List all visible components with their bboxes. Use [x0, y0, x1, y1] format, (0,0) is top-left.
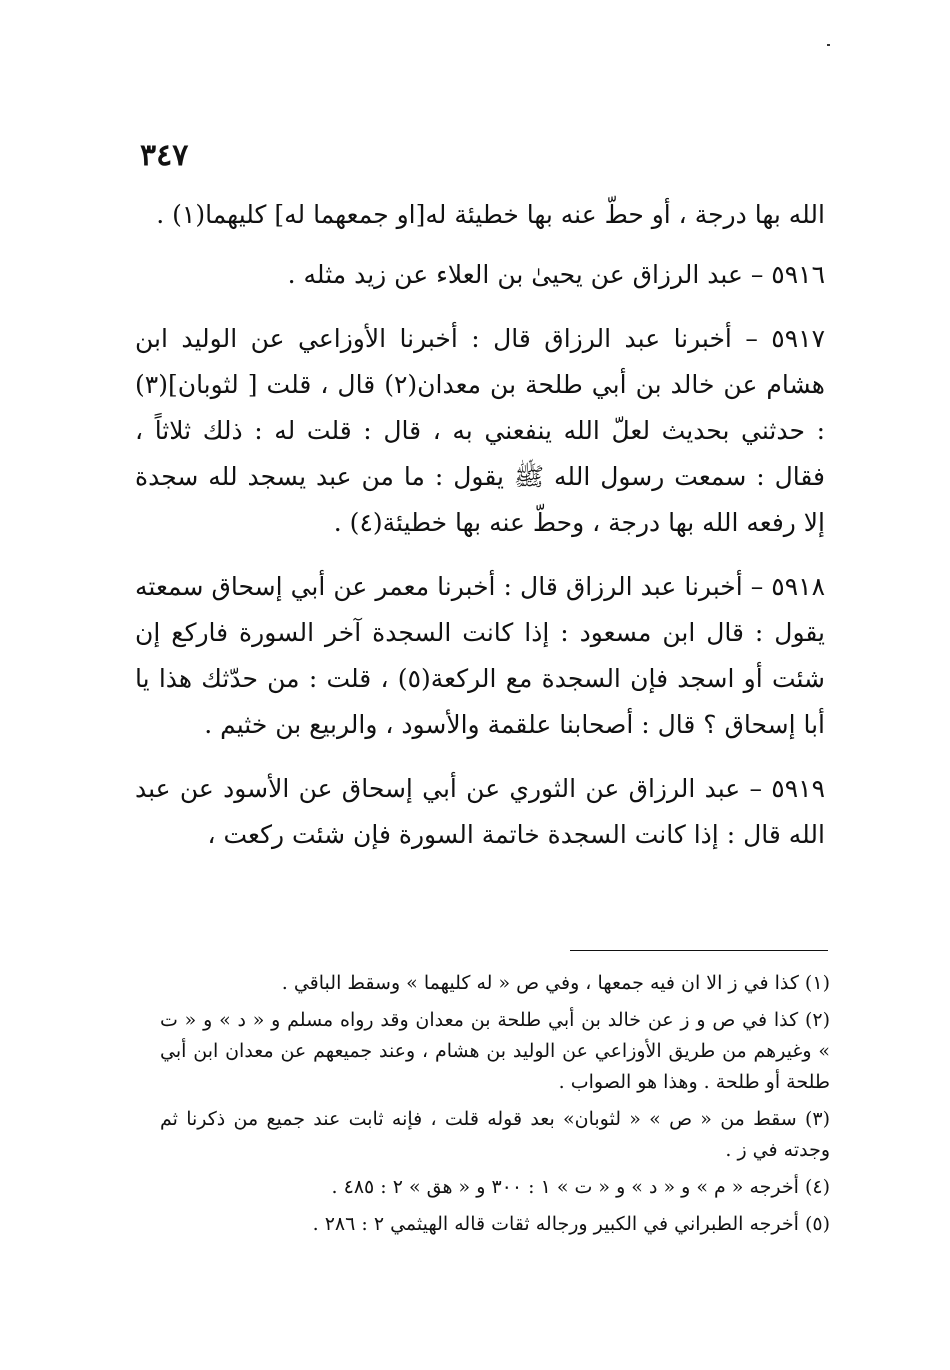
hadith-5917: ٥٩١٧ – أخبرنا عبد الرزاق قال : أخبرنا الأوزاعي عن الوليد ابن هشام عن خالد بن أبي طلحة بن معدان(٢) قال ، قلت [ لثوبان](٣) : حدثني بحديث لعلّ الله ينفعني به ، قال : قلت له : ذلك ثلاثاً ، فقال : سمعت رسول الله ﷺ يقول : ما من عبد يسجد لله سجدة إلا رفعه الله بها درجة ، وحطّ عنه بها خطيئة(٤) . [135, 324, 825, 537]
footnote-4: (٤) أخرجه « م » و « د » و « ت » ١ : ٣٠٠ و « هق » ٢ : ٤٨٥ . [331, 1176, 830, 1198]
scan-speck [827, 44, 830, 46]
main-text [135, 192, 825, 876]
hadith-5919: ٥٩١٩ – عبد الرزاق عن الثوري عن أبي إسحاق عن الأسود عن عبد الله قال : إذا كانت السجدة خاتمة السورة فإن شئت ركعت ، [135, 774, 825, 849]
footnote-3: (٣) سقط من « ص » « لثوبان» بعد قوله قلت ، فإنه ثابت عند جميع من ذكرنا ثم وجدته في ز . [160, 1108, 830, 1161]
footnote-divider [570, 950, 828, 951]
footnote-5: (٥) أخرجه الطبراني في الكبير ورجاله ثقات قاله الهيثمي ٢ : ٢٨٦ . [312, 1213, 830, 1235]
hadith-5916: ٥٩١٦ – عبد الرزاق عن يحيىٰ بن العلاء عن زيد مثله . [287, 260, 825, 289]
page-number: ٣٤٧ [140, 138, 189, 173]
footnotes [160, 968, 830, 1246]
paragraph-continuation: الله بها درجة ، أو حطّ عنه بها خطيئة له[او جمعهما له] كليهما(١) . [156, 200, 825, 229]
footnote-2: (٢) كذا في ص و ز عن خالد بن أبي طلحة بن معدان وقد رواه مسلم و « د » و « ت » وغيرهم من طريق الأوزاعي عن الوليد بن هشام ، وعند جميعهم عن معدان ابن أبي طلحة أو طلحة . وهذا هو الصواب . [160, 1009, 830, 1093]
footnote-1: (١) كذا في ز الا ان فيه جمعها ، وفي ص « له كليهما » وسقط الباقي . [281, 972, 830, 994]
hadith-5918: ٥٩١٨ – أخبرنا عبد الرزاق قال : أخبرنا معمر عن أبي إسحاق سمعته يقول : قال ابن مسعود : إذا كانت السجدة آخر السورة فاركع إن شئت أو اسجد فإن السجدة مع الركعة(٥) ، قلت : من حدّثك هذا يا أبا إسحاق ؟ قال : أصحابنا علقمة والأسود ، والربيع بن خثيم . [135, 572, 825, 739]
